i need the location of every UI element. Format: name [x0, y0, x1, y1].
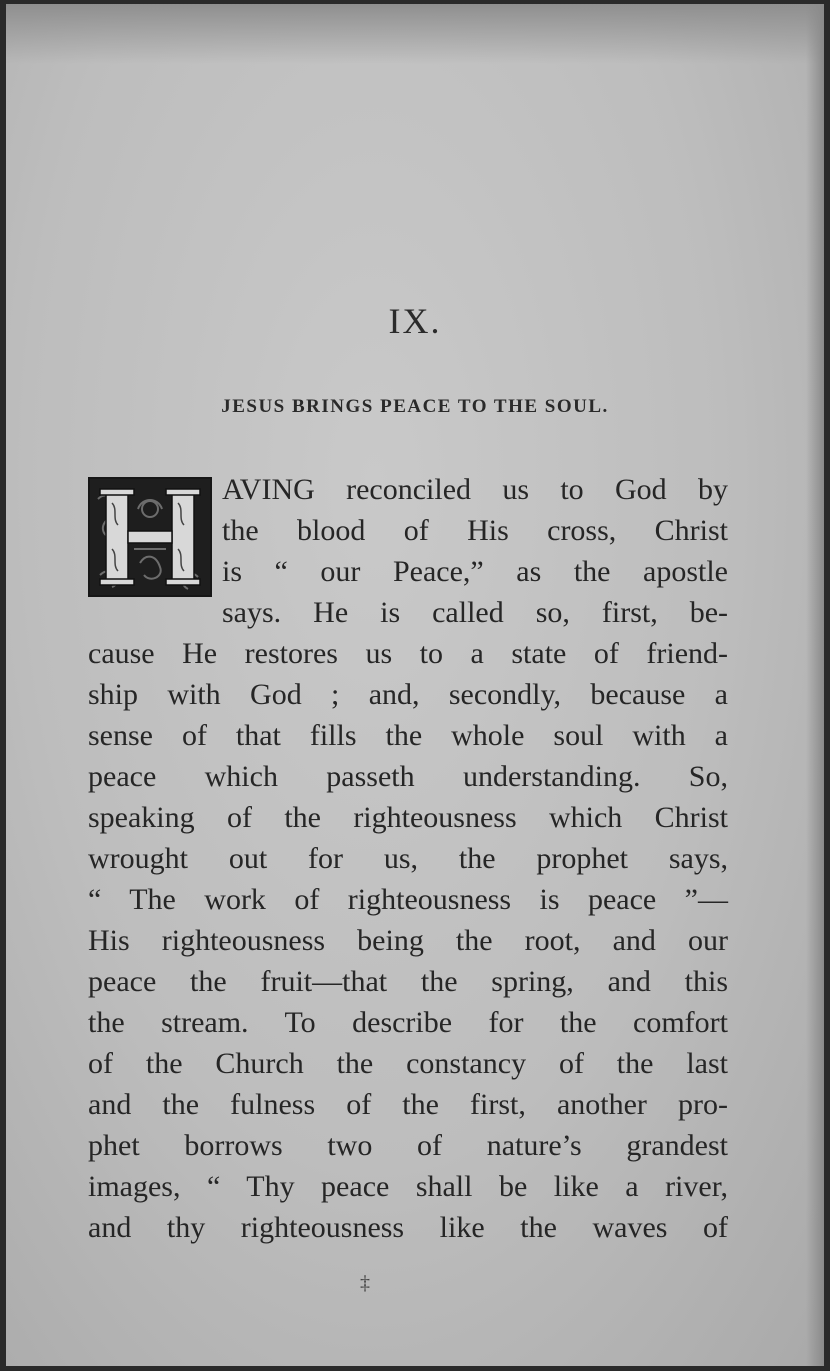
ornamental-h-icon [90, 479, 210, 595]
text-line: ship with God ; and, secondly, because a [88, 678, 728, 711]
text-line: is “ our Peace,” as the apostle [222, 555, 728, 588]
text-line: peace the fruit—that the spring, and this [88, 965, 728, 998]
text-line: sense of that fills the whole soul with a [88, 719, 728, 752]
text-line: cause He restores us to a state of friend- [88, 637, 728, 670]
signature-mark: ‡ [360, 1272, 370, 1294]
text-line: wrought out for us, the prophet says, [88, 842, 728, 875]
text-line: and thy righteousness like the waves of [88, 1211, 728, 1244]
text-line: His righteousness being the root, and our [88, 924, 728, 957]
text-line: “ The work of righteousness is peace ”— [88, 883, 728, 916]
text-line: the blood of His cross, Christ [222, 514, 728, 547]
text-line: says. He is called so, first, be- [222, 596, 728, 629]
chapter-number: IX. [388, 301, 442, 341]
ornamental-drop-cap [88, 477, 212, 597]
text-line: and the fulness of the first, another pro- [88, 1088, 728, 1121]
text-line: speaking of the righteousness which Christ [88, 801, 728, 834]
text-line: of the Church the constancy of the last [88, 1047, 728, 1080]
text-line: peace which passeth understanding. So, [88, 760, 728, 793]
chapter-title: JESUS BRINGS PEACE TO THE SOUL. [221, 396, 609, 417]
text-line: images, “ Thy peace shall be like a river, [88, 1170, 728, 1203]
text-line: phet borrows two of nature’s grandest [88, 1129, 728, 1162]
text-line: the stream. To describe for the comfort [88, 1006, 728, 1039]
text-line: AVING reconciled us to God by [222, 473, 728, 506]
